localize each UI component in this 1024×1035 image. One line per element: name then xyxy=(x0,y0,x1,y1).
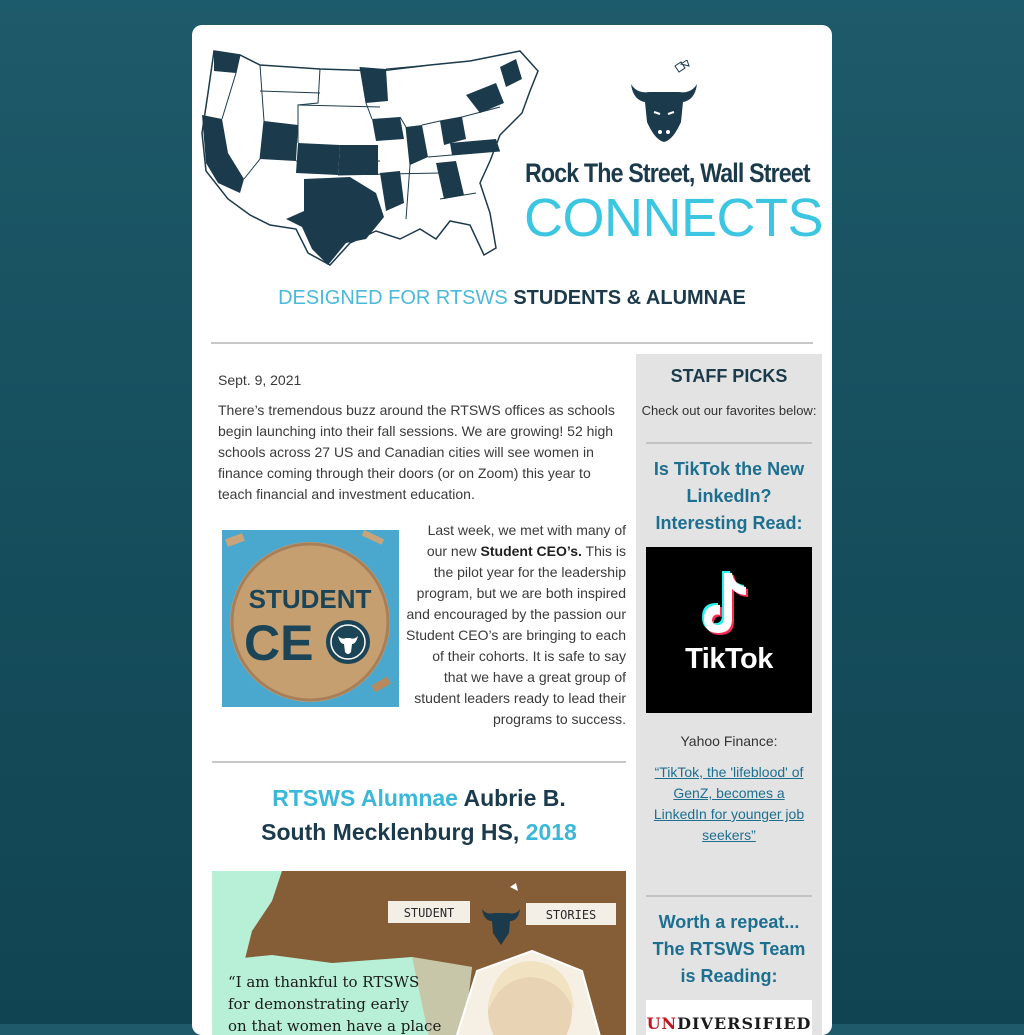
book-title-rest: DIVERSIFIED xyxy=(677,1014,812,1033)
quote-line2: for demonstrating early xyxy=(228,995,409,1013)
divider xyxy=(211,342,813,344)
book-title-red: UN xyxy=(646,1014,678,1033)
quote-line1: “I am thankful to RTSWS xyxy=(228,973,420,991)
alumnae-label: RTSWS Alumnae xyxy=(272,785,458,811)
alumnae-school xyxy=(212,819,626,846)
alumnae-heading xyxy=(212,785,626,812)
tiktok-logo-icon xyxy=(646,547,812,647)
designed-prefix: DESIGNED FOR RTSWS xyxy=(278,287,508,309)
issue-date: Sept. 9, 2021 xyxy=(218,372,302,388)
quote-line3: on that women have a place xyxy=(228,1017,442,1035)
graduation-year: 2018 xyxy=(525,819,577,845)
pick2-heading: Worth a repeat... The RTSWS Team is Reading: xyxy=(652,912,806,986)
ceo-text-bold: Student CEO’s. xyxy=(480,543,582,559)
top-band xyxy=(0,0,1024,10)
divider xyxy=(646,895,812,897)
ceo-text-before: Last week, we met with many of our new xyxy=(426,522,626,559)
brand-connects-title: CONNECTS xyxy=(524,188,824,248)
ceo-text-after: This is the pilot year for the leadership program, but we are both inspired and encouraged by the passion our Student CEO’s are bringing to each of their cohorts. It is safe to say that we have a great group of student leaders ready to lead their programs to success. xyxy=(406,543,626,727)
newsletter-card xyxy=(192,25,832,1035)
pick1-source: Yahoo Finance: xyxy=(680,733,778,749)
intro-paragraph: There’s tremendous buzz around the RTSWS offices as schools begin launching into their fall sessions. We are growing! 52 high schools across 27 US and Canadian cities will see women in finance coming through their doors (or on Zoom) this year to teach financial and investment education. xyxy=(218,402,615,502)
ceo-image-line1: STUDENT xyxy=(248,584,372,614)
student-ceo-paragraph xyxy=(406,520,626,730)
ceo-image-line2: CE xyxy=(244,615,314,671)
brand-tagline: Rock The Street, Wall Street xyxy=(525,158,810,188)
student-stories-image xyxy=(212,871,626,1035)
pick1-article-link[interactable]: “TikTok, the 'lifeblood' of GenZ, becomes a LinkedIn for younger job seekers” xyxy=(653,764,805,843)
sidebar-subtitle: Check out our favorites below: xyxy=(641,403,817,418)
designed-for-banner xyxy=(192,287,832,310)
alumnae-name: Aubrie B. xyxy=(463,785,566,811)
staff-picks-sidebar xyxy=(636,354,822,1035)
divider xyxy=(212,761,626,763)
pick1-heading: Is TikTok the New LinkedIn? Interesting Read: xyxy=(653,459,805,533)
designed-suffix: STUDENTS & ALUMNAE xyxy=(513,287,746,309)
divider xyxy=(646,442,812,444)
us-map-illustration xyxy=(200,43,540,268)
book-cover-image[interactable] xyxy=(646,1000,812,1035)
stories-tag-left: STUDENT xyxy=(403,906,455,920)
tiktok-wordmark: TikTok xyxy=(685,643,773,675)
tiktok-image[interactable] xyxy=(646,547,812,713)
bull-logo-icon xyxy=(627,60,702,145)
student-ceo-image xyxy=(222,530,399,707)
sidebar-title: STAFF PICKS xyxy=(670,366,788,386)
stories-tag-right: STORIES xyxy=(545,908,597,922)
school-name: South Mecklenburg HS, xyxy=(261,819,520,845)
